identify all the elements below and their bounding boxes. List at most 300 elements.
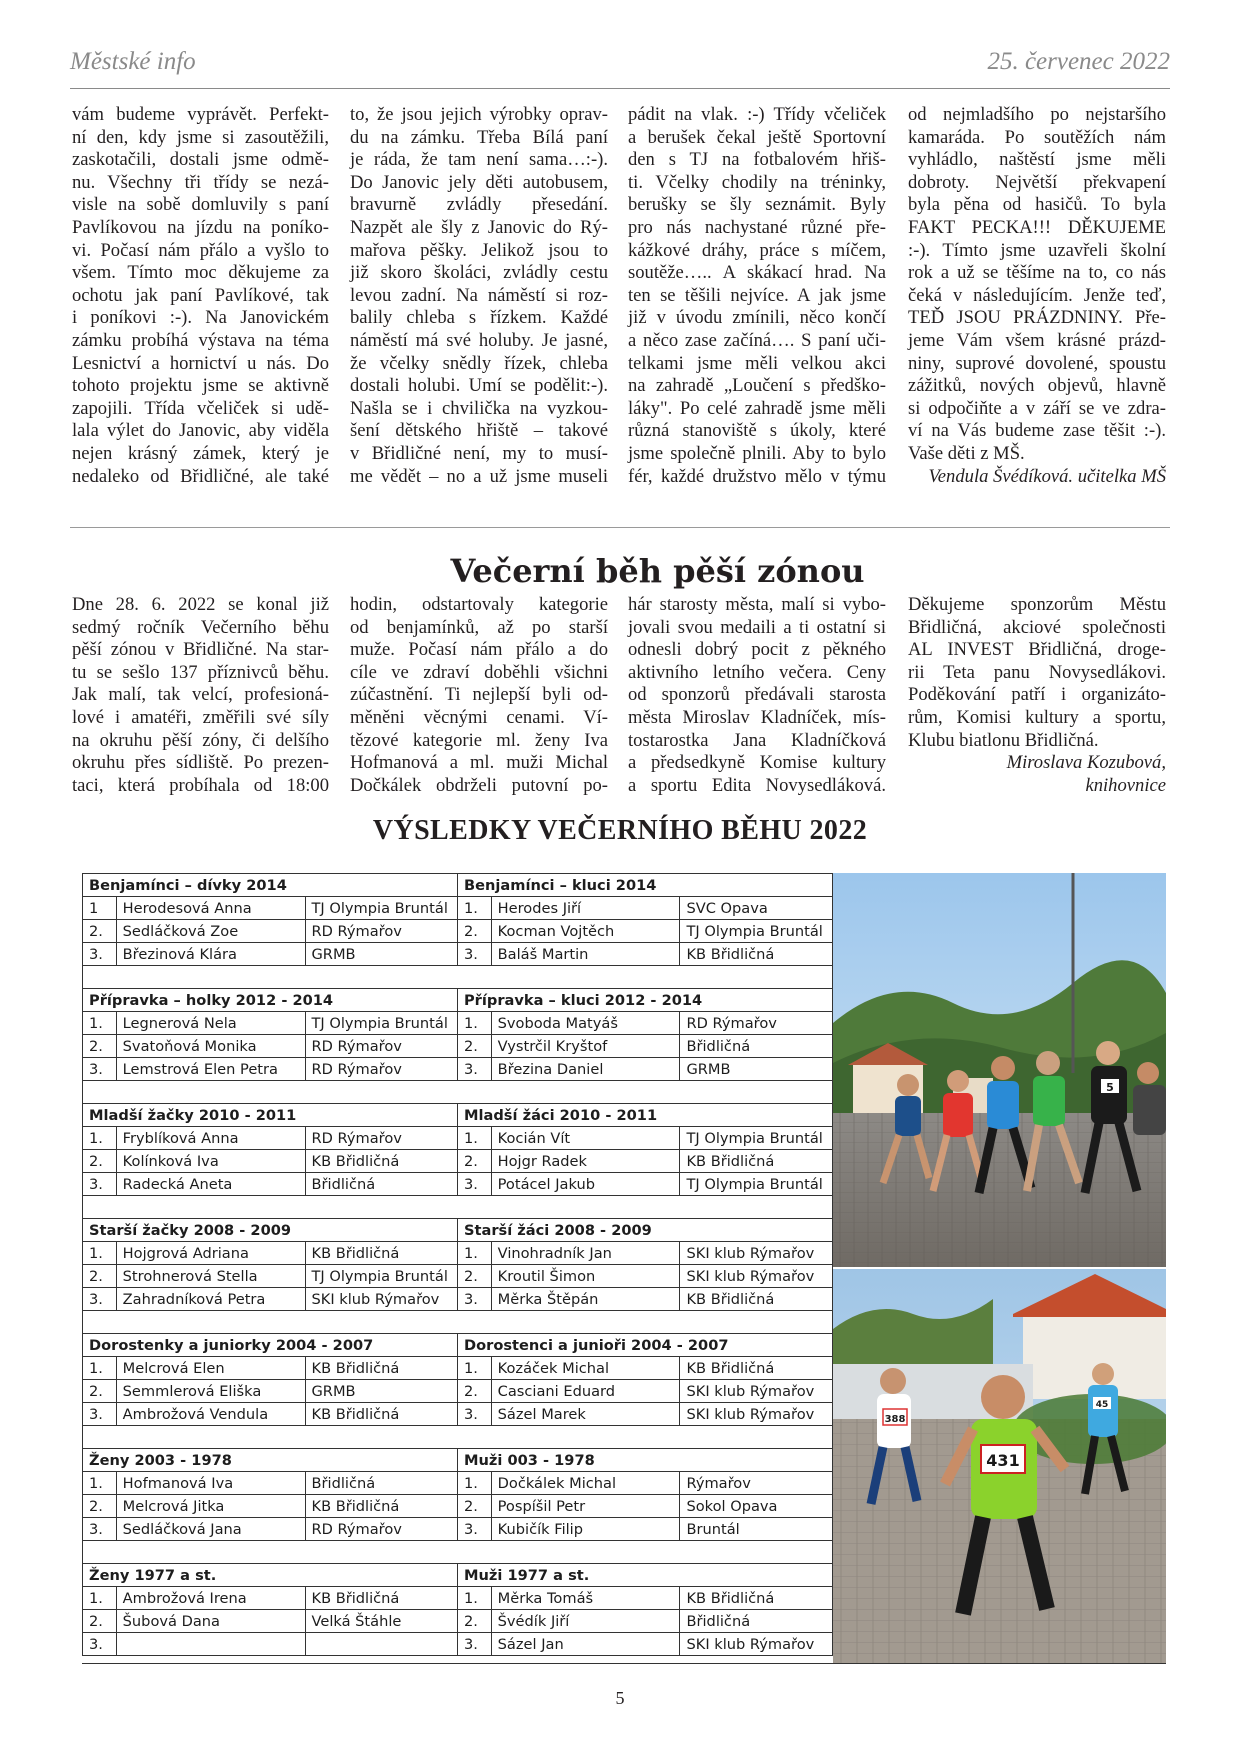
result-rank: 1.	[457, 1587, 491, 1610]
result-rank: 2.	[457, 920, 491, 943]
text-line: na zahradě „Loučení s předško-	[628, 375, 886, 397]
race-bib-number: 5	[1106, 1081, 1114, 1094]
result-club: TJ Olympia Bruntál	[680, 1127, 833, 1150]
result-club: SKI klub Rýmařov	[680, 1265, 833, 1288]
header-issue-date: 25. červenec 2022	[987, 48, 1170, 75]
results-bottom-rule	[82, 1663, 1166, 1664]
result-row	[83, 1495, 833, 1518]
result-rank: 3.	[457, 1288, 491, 1311]
text-line: Děkujeme sponzorům Městu	[908, 594, 1166, 615]
spacer-cell	[83, 1426, 458, 1449]
text-line: ochotu jak paní Pavlíkové, tak	[72, 284, 329, 306]
text-line: Lesnictví a hornictví u nás. Do	[72, 352, 329, 374]
category-header-row	[83, 1334, 833, 1357]
text-line: lové i amatéři, změřili své síly	[72, 706, 329, 728]
text-line: taci, která probíhala od 18:00	[72, 774, 329, 796]
result-name: Strohnerová Stella	[116, 1265, 305, 1288]
result-rank: 1.	[83, 1242, 117, 1265]
result-rank: 3.	[83, 1633, 117, 1656]
result-row	[83, 1633, 833, 1656]
result-row	[83, 1242, 833, 1265]
result-name: Hofmanová Iva	[116, 1472, 305, 1495]
result-row	[83, 943, 833, 966]
text-line: cíle ve zdraví doběhli všichni	[350, 661, 608, 683]
text-line: bravurně zvládly přesedání.	[350, 194, 608, 216]
result-club: TJ Olympia Bruntál	[680, 920, 833, 943]
category-header-right: Muži 003 - 1978	[457, 1449, 832, 1472]
article-signature-name: Miroslava Kozubová,	[1006, 752, 1166, 774]
result-rank: 2.	[83, 920, 117, 943]
result-rank: 3.	[457, 1173, 491, 1196]
result-name: Fryblíková Anna	[116, 1127, 305, 1150]
result-club: Rýmařov	[680, 1472, 833, 1495]
top-article-signature: Vendula Švédíková. učitelka MŠ	[928, 465, 1166, 487]
text-line: me vědět – no a už jsme museli	[350, 465, 608, 487]
text-line: zúčastnění. Ti nejlepší byli od-	[350, 684, 608, 706]
result-club: RD Rýmařov	[680, 1012, 833, 1035]
results-title: VÝSLEDKY VEČERNÍHO BĚHU 2022	[372, 815, 868, 846]
text-line: dostali holubi. Umí se podělit:-).	[350, 375, 608, 397]
result-name: Sázel Jan	[491, 1633, 680, 1656]
result-rank: 2.	[83, 1265, 117, 1288]
text-line: balily chleba s řízkem. Každé	[350, 307, 608, 329]
result-row	[83, 1288, 833, 1311]
text-line: pádit na vlak. :-) Třídy včeliček	[628, 104, 886, 125]
article-signature-role: knihovnice	[1085, 774, 1166, 796]
text-line: tohoto projektu jsme se aktivně	[72, 375, 329, 397]
result-club: TJ Olympia Bruntál	[305, 1012, 457, 1035]
text-line: vyhládlo, naštěstí jsme měli	[908, 149, 1166, 171]
result-club: Břidličná	[680, 1610, 833, 1633]
result-name: Březina Daniel	[491, 1058, 680, 1081]
text-line: den s TJ na fotbalovém hřiš-	[628, 149, 886, 171]
result-club: GRMB	[305, 1380, 457, 1403]
result-rank: 1.	[457, 897, 491, 920]
text-line: Břidličná, akciové společnosti	[908, 616, 1166, 638]
result-club: RD Rýmařov	[305, 1518, 457, 1541]
text-line: láky". Po celé zahradě jsme měli	[628, 397, 886, 419]
text-line: :-). Tímto jsme uzavřeli školní	[908, 239, 1166, 261]
text-line: zapojili. Třída včeliček si udě-	[72, 397, 329, 419]
category-spacer-row	[83, 1541, 833, 1564]
result-club: KB Břidličná	[305, 1587, 457, 1610]
text-line: v Břidličné není, my to musí-	[350, 442, 608, 464]
category-header-left: Dorostenky a juniorky 2004 - 2007	[83, 1334, 458, 1357]
text-line: muže. Počasí nám přálo a do	[350, 639, 608, 661]
result-rank: 2.	[83, 1610, 117, 1633]
text-line: kážkové dráhy, práce s míčem,	[628, 239, 886, 261]
category-spacer-row	[83, 1081, 833, 1104]
result-club: Bruntál	[680, 1518, 833, 1541]
text-line: AL INVEST Břidličná, droge-	[908, 639, 1166, 661]
category-header-left: Benjamínci – dívky 2014	[83, 874, 458, 897]
result-club: Sokol Opava	[680, 1495, 833, 1518]
result-row	[83, 1058, 833, 1081]
text-line: náměstí má své holuby. Je jasné,	[350, 329, 608, 351]
text-line: niny, suprové dovolené, spoustu	[908, 352, 1166, 374]
result-row	[83, 1173, 833, 1196]
result-club: TJ Olympia Bruntál	[680, 1173, 833, 1196]
result-club: KB Břidličná	[680, 1587, 833, 1610]
category-header-left: Ženy 2003 - 1978	[83, 1449, 458, 1472]
article-column-3	[628, 594, 886, 797]
text-line: ten se těšili nejvíce. A jak jsme	[628, 284, 886, 306]
result-name: Březinová Klára	[116, 943, 305, 966]
text-line: měněni věcnými cenami. Ví-	[350, 706, 608, 728]
text-line: TEĎ JSOU PRÁZDNINY. Pře-	[908, 307, 1166, 329]
text-line: všem. Tímto moc děkujeme za	[72, 262, 329, 284]
top-article-column-1	[72, 104, 329, 488]
spacer-cell	[457, 1541, 832, 1564]
text-line: kamaráda. Po soutěžích nám	[908, 126, 1166, 148]
result-name: Ambrožová Vendula	[116, 1403, 305, 1426]
text-line: a berušek čekal ještě Sportovní	[628, 126, 886, 148]
result-name: Hojgrová Adriana	[116, 1242, 305, 1265]
result-rank: 3.	[83, 1288, 117, 1311]
result-rank: 2.	[457, 1495, 491, 1518]
text-line: již skoro školáci, zvládly cestu	[350, 262, 608, 284]
result-row	[83, 1127, 833, 1150]
text-line: rok a už se těšíme na to, co nás	[908, 262, 1166, 284]
result-name: Měrka Štěpán	[491, 1288, 680, 1311]
top-article-column-4	[908, 104, 1166, 488]
race-bib-number: 45	[1095, 1400, 1109, 1410]
result-name: Kocián Vít	[491, 1127, 680, 1150]
result-club: KB Břidličná	[305, 1495, 457, 1518]
result-row	[83, 1357, 833, 1380]
result-name: Zahradníková Petra	[116, 1288, 305, 1311]
text-line: hár starosty města, malí si vybo-	[628, 594, 886, 615]
result-rank: 3.	[83, 943, 117, 966]
result-club: RD Rýmařov	[305, 920, 457, 943]
text-line: berušky se šly seznámit. Byly	[628, 194, 886, 216]
category-header-row	[83, 874, 833, 897]
text-line: zámku probíhá výstava na téma	[72, 329, 329, 351]
result-rank: 3.	[83, 1173, 117, 1196]
result-row	[83, 1150, 833, 1173]
text-line: že včelky snědly řízek, chleba	[350, 352, 608, 374]
result-club: KB Břidličná	[305, 1403, 457, 1426]
text-line: a něco zase začíná…. S paní uči-	[628, 329, 886, 351]
category-spacer-row	[83, 1196, 833, 1219]
text-line: soutěže….. A skákací hrad. Na	[628, 262, 886, 284]
text-line: fér, každé družstvo mělo v týmu	[628, 465, 886, 487]
text-line: od sponzorů předávali starosta	[628, 684, 886, 706]
result-rank: 2.	[83, 1035, 117, 1058]
result-club: KB Břidličná	[305, 1150, 457, 1173]
result-name: Herodesová Anna	[116, 897, 305, 920]
text-line: dobroty. Největší překvapení	[908, 171, 1166, 193]
result-club: KB Břidličná	[680, 1150, 833, 1173]
result-rank: 1.	[83, 1587, 117, 1610]
result-name: Kozáček Michal	[491, 1357, 680, 1380]
text-line: zážitků, nových objevů, hlavně	[908, 375, 1166, 397]
result-row	[83, 1518, 833, 1541]
result-club: SVC Opava	[680, 897, 833, 920]
result-club: KB Břidličná	[680, 1357, 833, 1380]
result-name: Kocman Vojtěch	[491, 920, 680, 943]
spacer-cell	[457, 1196, 832, 1219]
result-club: KB Břidličná	[680, 943, 833, 966]
result-name: Měrka Tomáš	[491, 1587, 680, 1610]
result-rank: 2.	[83, 1380, 117, 1403]
result-club: SKI klub Rýmařov	[680, 1380, 833, 1403]
article-title: Večerní běh pěší zónou	[450, 552, 865, 590]
result-name: Svatoňová Monika	[116, 1035, 305, 1058]
text-line: již v úvodu zmínili, něco končí	[628, 307, 886, 329]
text-line: vi. Počasí nám přálo a vyšlo to	[72, 239, 329, 261]
spacer-cell	[457, 1081, 832, 1104]
category-header-right: Benjamínci – kluci 2014	[457, 874, 832, 897]
result-rank: 3.	[457, 943, 491, 966]
result-row	[83, 1380, 833, 1403]
result-row	[83, 1035, 833, 1058]
result-rank: 3.	[83, 1403, 117, 1426]
result-club: TJ Olympia Bruntál	[305, 897, 457, 920]
text-line: lala výlet do Janovic, aby viděla	[72, 420, 329, 442]
result-club: RD Rýmařov	[305, 1127, 457, 1150]
result-name: Melcrová Elen	[116, 1357, 305, 1380]
result-name: Vinohradník Jan	[491, 1242, 680, 1265]
result-rank: 2.	[83, 1495, 117, 1518]
text-line: zaskotačili, dostali jsme odmě-	[72, 149, 329, 171]
text-line: ti. Včelky chodily na tréninky,	[628, 171, 886, 193]
result-rank: 1.	[457, 1012, 491, 1035]
text-line: si odpočiňte a v září se ve zdra-	[908, 397, 1166, 419]
text-line: čeká v následujícím. Jenže teď,	[908, 284, 1166, 306]
result-rank: 2.	[457, 1265, 491, 1288]
category-header-left: Ženy 1977 a st.	[83, 1564, 458, 1587]
result-name: Hojgr Radek	[491, 1150, 680, 1173]
category-header-right: Přípravka – kluci 2012 - 2014	[457, 989, 832, 1012]
text-line: tostarostka Jana Kladníčková	[628, 729, 886, 751]
text-line: různá stanoviště s úkoly, které	[628, 420, 886, 442]
text-line: Do Janovic jely děti autobusem,	[350, 171, 608, 193]
text-line: to, že jsou jejich výrobky oprav-	[350, 104, 608, 125]
category-header-left: Starší žačky 2008 - 2009	[83, 1219, 458, 1242]
text-line: a sportu Edita Novysedláková.	[628, 774, 886, 796]
category-header-right: Muži 1977 a st.	[457, 1564, 832, 1587]
results-table	[82, 873, 833, 1656]
result-rank: 3.	[457, 1518, 491, 1541]
result-name: Pospíšil Petr	[491, 1495, 680, 1518]
result-club: KB Břidličná	[680, 1288, 833, 1311]
spacer-cell	[83, 966, 458, 989]
text-line: Hofmanová a ml. muži Michal	[350, 752, 608, 774]
result-name: Svoboda Matyáš	[491, 1012, 680, 1035]
text-line: telkami jsme měli velkou akci	[628, 352, 886, 374]
text-line: byla pěna od hasičů. To byla	[908, 194, 1166, 216]
result-name: Sedláčková Zoe	[116, 920, 305, 943]
text-line: nedaleko od Břidličné, ale také	[72, 465, 329, 487]
text-line: jeme Vám všem krásné prázd-	[908, 329, 1166, 351]
result-club: GRMB	[680, 1058, 833, 1081]
category-header-row	[83, 1219, 833, 1242]
result-rank: 1.	[457, 1472, 491, 1495]
category-header-left: Mladší žačky 2010 - 2011	[83, 1104, 458, 1127]
result-name	[116, 1633, 305, 1656]
top-article-column-2	[350, 104, 608, 488]
result-club: SKI klub Rýmařov	[680, 1242, 833, 1265]
result-rank: 1.	[83, 1012, 117, 1035]
category-header-right: Dorostenci a junioři 2004 - 2007	[457, 1334, 832, 1357]
result-rank: 1.	[83, 1127, 117, 1150]
result-name: Potácel Jakub	[491, 1173, 680, 1196]
result-rank: 3.	[83, 1058, 117, 1081]
category-header-row	[83, 1104, 833, 1127]
result-name: Švédík Jiří	[491, 1610, 680, 1633]
result-rank: 1.	[457, 1357, 491, 1380]
text-line: rii Teta panu Novysedlákovi.	[908, 661, 1166, 683]
result-row	[83, 897, 833, 920]
result-name: Kroutil Šimon	[491, 1265, 680, 1288]
result-row	[83, 1610, 833, 1633]
result-name: Baláš Martin	[491, 943, 680, 966]
text-line: od nejmladšího po nejstaršího	[908, 104, 1166, 125]
article-column-1	[72, 594, 329, 797]
result-rank: 1.	[83, 1357, 117, 1380]
result-club: KB Břidličná	[305, 1357, 457, 1380]
text-line: ví na Vás budeme zase těšit :-).	[908, 420, 1166, 442]
text-line: a předsedkyně Komise kultury	[628, 752, 886, 774]
result-row	[83, 1012, 833, 1035]
category-header-right: Starší žáci 2008 - 2009	[457, 1219, 832, 1242]
result-name: Casciani Eduard	[491, 1380, 680, 1403]
result-rank: 2.	[457, 1610, 491, 1633]
spacer-cell	[457, 966, 832, 989]
text-line: pro nás nachystané různé pře-	[628, 216, 886, 238]
category-header-row	[83, 1449, 833, 1472]
text-line: odnesli dobrý pocit z pěkného	[628, 639, 886, 661]
result-club: KB Břidličná	[305, 1242, 457, 1265]
text-line: levou zadní. Na náměstí si roz-	[350, 284, 608, 306]
top-article-column-3	[628, 104, 886, 488]
text-line: je ráda, že tam není sama…:-).	[350, 149, 608, 171]
result-club: Břidličná	[305, 1472, 457, 1495]
result-rank: 3.	[457, 1633, 491, 1656]
race-bib-number: 431	[986, 1451, 1020, 1470]
spacer-cell	[457, 1311, 832, 1334]
result-rank: 2.	[457, 1380, 491, 1403]
result-club: RD Rýmařov	[305, 1035, 457, 1058]
article-column-2	[350, 594, 608, 797]
result-rank: 2.	[457, 1035, 491, 1058]
text-line: vám budeme vyprávět. Perfekt-	[72, 104, 329, 125]
text-line: jovali svou medaili a ti ostatní si	[628, 616, 886, 638]
text-line: Poděkování patří i organizáto-	[908, 684, 1166, 706]
result-club: Břidličná	[305, 1173, 457, 1196]
result-row	[83, 1265, 833, 1288]
result-row	[83, 1587, 833, 1610]
result-row	[83, 1403, 833, 1426]
result-name: Vystrčil Kryštof	[491, 1035, 680, 1058]
text-line: Nazpět ale šly z Janovic do Rý-	[350, 216, 608, 238]
spacer-cell	[83, 1541, 458, 1564]
spacer-cell	[83, 1081, 458, 1104]
result-name: Radecká Aneta	[116, 1173, 305, 1196]
result-rank: 1.	[83, 1472, 117, 1495]
header-divider	[70, 88, 1170, 89]
result-name: Melcrová Jitka	[116, 1495, 305, 1518]
result-row	[83, 1472, 833, 1495]
result-row	[83, 920, 833, 943]
text-line: pěší zónou v Břidličné. Na star-	[72, 639, 329, 661]
text-line: aktivního letního večera. Ceny	[628, 661, 886, 683]
text-line: Pavlíkovou na jízdu na poníko-	[72, 216, 329, 238]
text-line: okruhu přes sídliště. Po prezen-	[72, 752, 329, 774]
spacer-cell	[83, 1311, 458, 1334]
text-line: nejen krásný zámek, který je	[72, 442, 329, 464]
text-line: na okruhu pěší zóny, či delšího	[72, 729, 329, 751]
result-rank: 3.	[457, 1403, 491, 1426]
category-header-left: Přípravka – holky 2012 - 2014	[83, 989, 458, 1012]
result-name: Sedláčková Jana	[116, 1518, 305, 1541]
race-bib-number: 388	[884, 1414, 906, 1425]
result-club: Břidličná	[680, 1035, 833, 1058]
category-header-row	[83, 989, 833, 1012]
text-line: hodin, odstartovaly kategorie	[350, 594, 608, 615]
result-rank: 3.	[457, 1058, 491, 1081]
text-line: sedmý ročník Večerního běhu	[72, 616, 329, 638]
result-rank: 1.	[457, 1242, 491, 1265]
race-start-photo	[833, 873, 1166, 1267]
category-spacer-row	[83, 966, 833, 989]
text-line: města Miroslav Kladníček, mís-	[628, 706, 886, 728]
text-line: od benjamínků, až po starší	[350, 616, 608, 638]
category-header-right: Mladší žáci 2010 - 2011	[457, 1104, 832, 1127]
result-name: Kubičík Filip	[491, 1518, 680, 1541]
result-club	[305, 1633, 457, 1656]
result-name: Lemstrová Elen Petra	[116, 1058, 305, 1081]
result-rank: 2.	[83, 1150, 117, 1173]
text-line: mařova pěšky. Jelikož jsou to	[350, 239, 608, 261]
result-name: Herodes Jiří	[491, 897, 680, 920]
result-rank: 2.	[457, 1150, 491, 1173]
children-running-photo	[833, 1269, 1166, 1663]
result-name: Sázel Marek	[491, 1403, 680, 1426]
text-line: nu. Všechny tři třídy se nezá-	[72, 171, 329, 193]
text-line: Našla se i chvilička na vyzkou-	[350, 397, 608, 419]
result-club: RD Rýmařov	[305, 1058, 457, 1081]
category-spacer-row	[83, 1311, 833, 1334]
text-line: tězové kategorie ml. ženy Iva	[350, 729, 608, 751]
result-rank: 1.	[457, 1127, 491, 1150]
text-line: Dočkálek obdrželi putovní po-	[350, 774, 608, 796]
result-club: SKI klub Rýmařov	[680, 1403, 833, 1426]
header-publication-name: Městské info	[70, 48, 196, 75]
result-club: SKI klub Rýmařov	[305, 1288, 457, 1311]
article-separator	[70, 527, 1170, 528]
text-line: FAKT PECKA!!! DĚKUJEME	[908, 216, 1166, 238]
category-spacer-row	[83, 1426, 833, 1449]
spacer-cell	[83, 1196, 458, 1219]
text-line: ní den, kdy jsme si zasoutěžili,	[72, 126, 329, 148]
result-rank: 3.	[83, 1518, 117, 1541]
text-line: Klubu biatlonu Břidličná.	[908, 729, 1099, 751]
text-line: rům, Komisi kultury a sportu,	[908, 706, 1166, 728]
text-line: tu se sešlo 137 příznivců běhu.	[72, 661, 329, 683]
result-club: TJ Olympia Bruntál	[305, 1265, 457, 1288]
result-club: GRMB	[305, 943, 457, 966]
result-name: Semmlerová Eliška	[116, 1380, 305, 1403]
text-line: du na zámku. Třeba Bílá paní	[350, 126, 608, 148]
article-column-4	[908, 594, 1166, 797]
result-name: Kolínková Iva	[116, 1150, 305, 1173]
text-line: Dne 28. 6. 2022 se konal již	[72, 594, 329, 615]
text-line: Jak malí, tak velcí, profesioná-	[72, 684, 329, 706]
result-name: Dočkálek Michal	[491, 1472, 680, 1495]
text-line: šení dětského hřiště – takové	[350, 420, 608, 442]
